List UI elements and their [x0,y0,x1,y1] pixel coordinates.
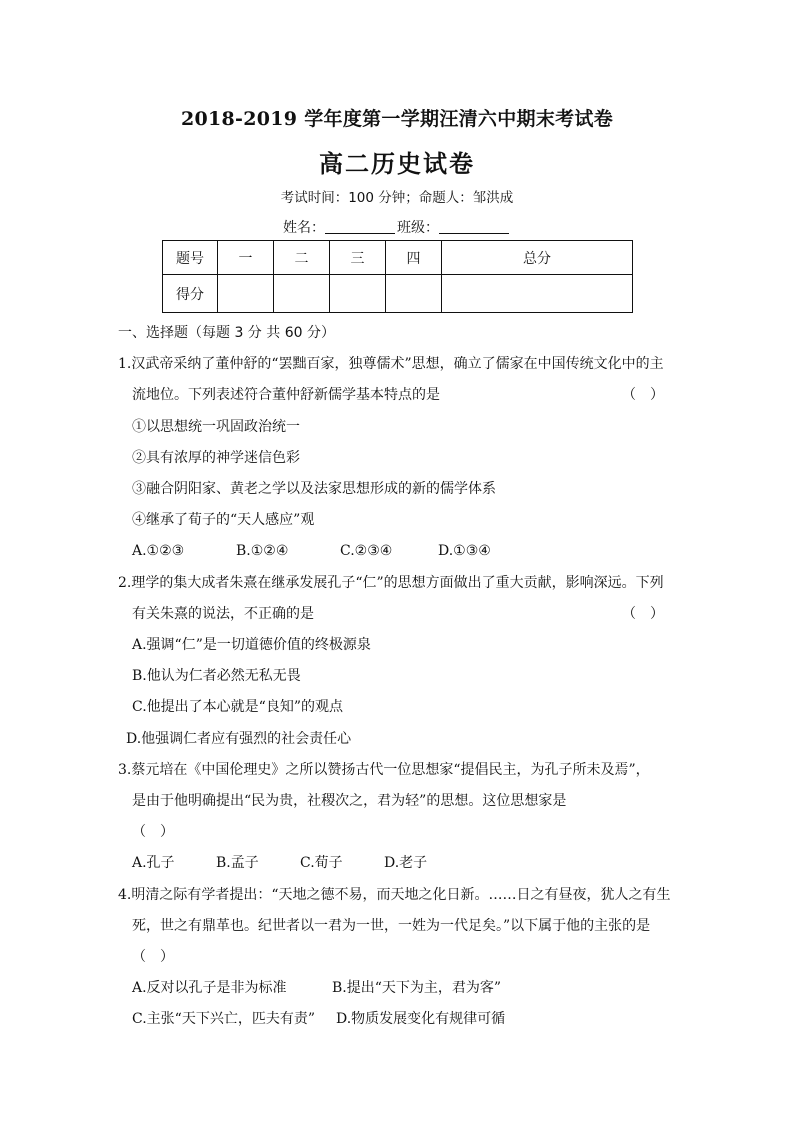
option-d[interactable]: D.物质发展变化有规律可循 [336,1011,506,1028]
score-cell: 题号 [163,241,218,275]
section-heading: 一、选择题（每题 3 分 共 60 分） [118,325,335,341]
question-1-line1: 1.汉武帝采纳了董仲舒的“罢黜百家，独尊儒术”思想，确立了儒家在中国传统文化中的主 [118,356,664,373]
question-3-line2: 是由于他明确提出“民为贵，社稷次之，君为轻”的思想。这位思想家是 [132,793,567,810]
answer-paren: （ ） [622,605,664,622]
option-a[interactable]: A.反对以孔子是非为标准 [132,980,287,997]
name-class-row [0,217,794,237]
question-1-item: ④继承了荀子的“天人感应”观 [132,512,315,529]
exam-subtitle: 高二历史试卷 [319,149,475,178]
question-1-item: ①以思想统一巩固政治统一 [132,418,300,435]
option-d[interactable]: D.①③④ [438,543,491,560]
score-table-header-row [163,241,633,275]
class-label: 班级： [397,220,439,236]
question-content [118,318,678,1036]
score-cell-empty[interactable] [330,275,386,313]
score-table [162,240,633,313]
question-1-item: ②具有浓厚的神学迷信色彩 [132,449,300,466]
score-cell-empty[interactable] [386,275,442,313]
option-d[interactable]: D.老子 [384,855,428,872]
score-cell-empty[interactable] [218,275,274,313]
option-a[interactable]: A.强调“仁”是一切道德价值的终极源泉 [132,637,371,654]
question-4-line2: 死，世之有鼎革也。纪世者以一君为一世，一姓为一代足矣。”以下属于他的主张的是 [132,917,651,934]
score-cell-empty[interactable] [442,275,633,313]
question-3-options [118,848,678,879]
class-field[interactable] [439,219,509,234]
answer-paren: （ ） [622,387,664,404]
question-1-options [118,536,678,567]
question-2-stem-end: 有关朱熹的说法，不正确的是 [132,605,314,622]
score-cell: 总分 [442,241,633,275]
score-cell: 三 [330,241,386,275]
score-cell: 四 [386,241,442,275]
question-3-line1: 3.蔡元培在《中国伦理史》之所以赞扬古代一位思想家“提倡民主，为孔子所未及焉”， [118,761,650,778]
score-cell: 得分 [163,275,218,313]
name-field[interactable] [325,219,395,234]
option-c[interactable]: C.他提出了本心就是“良知”的观点 [132,699,343,716]
exam-meta: 考试时间：100 分钟；命题人：邹洪成 [280,190,514,206]
question-4-options-row2 [118,1004,678,1035]
question-2-line1: 2.理学的集大成者朱熹在继承发展孔子“仁”的思想方面做出了重大贡献，影响深远。下列 [118,574,664,591]
option-c[interactable]: C.主张“天下兴亡，匹夫有责” [132,1011,315,1028]
answer-paren: （ ） [132,824,174,841]
name-label: 姓名： [283,220,325,236]
score-table-score-row [163,275,633,313]
option-b[interactable]: B.①②④ [236,543,289,560]
question-1-stem-end: 流地位。下列表述符合董仲舒新儒学基本特点的是 [132,387,440,404]
option-b[interactable]: B.提出“天下为主，君为客” [332,980,502,997]
option-c[interactable]: C.②③④ [340,543,393,560]
question-4-line1: 4.明清之际有学者提出：“天地之德不易，而天地之化日新。……日之有昼夜，犹人之有生 [118,886,671,903]
option-d[interactable]: D.他强调仁者应有强烈的社会责任心 [126,730,352,747]
exam-title: 2018-2019 学年度第一学期汪清六中期末考试卷 [180,108,614,130]
option-b[interactable]: B.他认为仁者必然无私无畏 [132,668,301,685]
score-cell-empty[interactable] [274,275,330,313]
score-cell: 二 [274,241,330,275]
option-a[interactable]: A.孔子 [132,855,175,872]
question-4-options-row1 [118,973,678,1004]
score-cell: 一 [218,241,274,275]
option-b[interactable]: B.孟子 [216,855,259,872]
question-1-line2 [118,380,678,411]
option-a[interactable]: A.①②③ [132,543,185,560]
option-c[interactable]: C.荀子 [300,855,343,872]
answer-paren: （ ） [132,949,174,966]
question-1-item: ③融合阴阳家、黄老之学以及法家思想形成的新的儒学体系 [132,481,496,498]
question-2-line2 [118,599,678,630]
